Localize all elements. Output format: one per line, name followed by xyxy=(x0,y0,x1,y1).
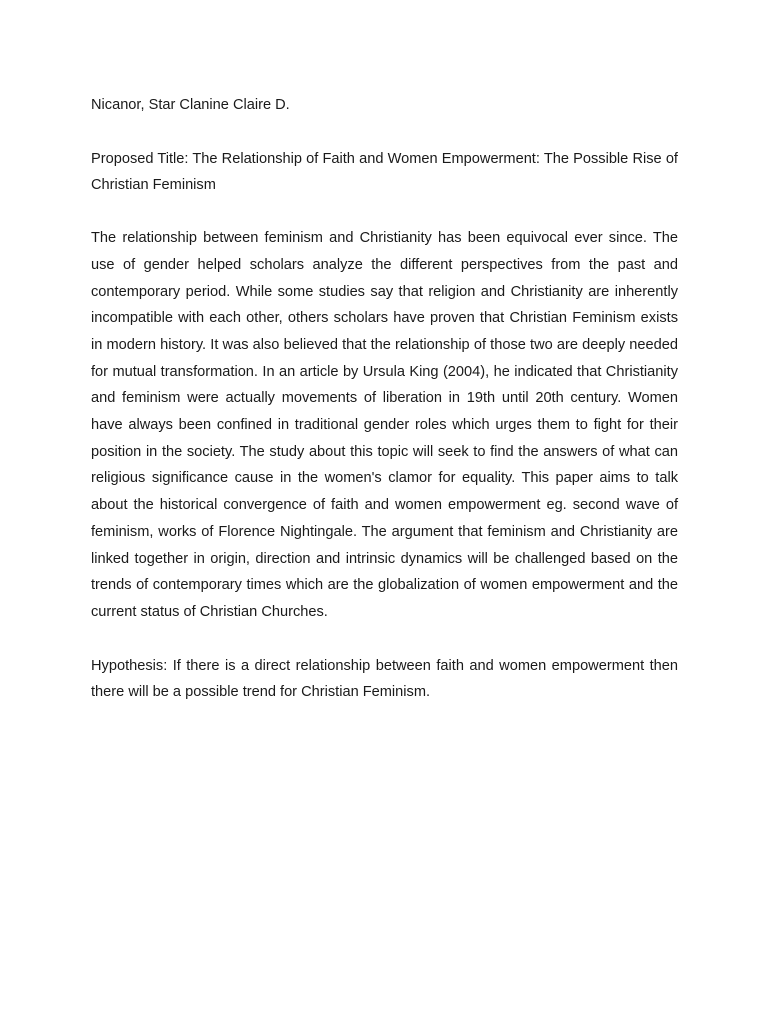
document-content xyxy=(91,92,678,706)
body-paragraph: The relationship between feminism and Christianity has been equivocal ever since. The use of gender helped scholars analyze the different perspectives from the past and contemporary period. While some studies say that religion and Christianity are inherently incompatible with each other, others scholars have proven that Christian Feminism exists in modern history. It was also believed that the relationship of those two are deeply needed for mutual transformation. In an article by Ursula King (2004), he indicated that Christianity and feminism were actually movements of liberation in 19th until 20th century. Women have always been confined in traditional gender roles which urges them to fight for their position in the society. The study about this topic will seek to find the answers of what can religious significance cause in the women's clamor for equality. This paper aims to talk about the historical convergence of faith and women empowerment eg. second wave of feminism, works of Florence Nightingale. The argument that feminism and Christianity are linked together in origin, direction and intrinsic dynamics will be challenged based on the trends of contemporary times which are the globalization of women empowerment and the current status of Christian Churches. xyxy=(91,230,678,620)
proposed-title: Proposed Title: The Relationship of Faith and Women Empowerment: The Possible Rise of Christian Feminism xyxy=(91,150,678,194)
author-name: Nicanor, Star Clanine Claire D. xyxy=(91,97,290,113)
hypothesis-paragraph: Hypothesis: If there is a direct relationship between faith and women empowerment then there will be a possible trend for Christian Feminism. xyxy=(91,657,678,701)
